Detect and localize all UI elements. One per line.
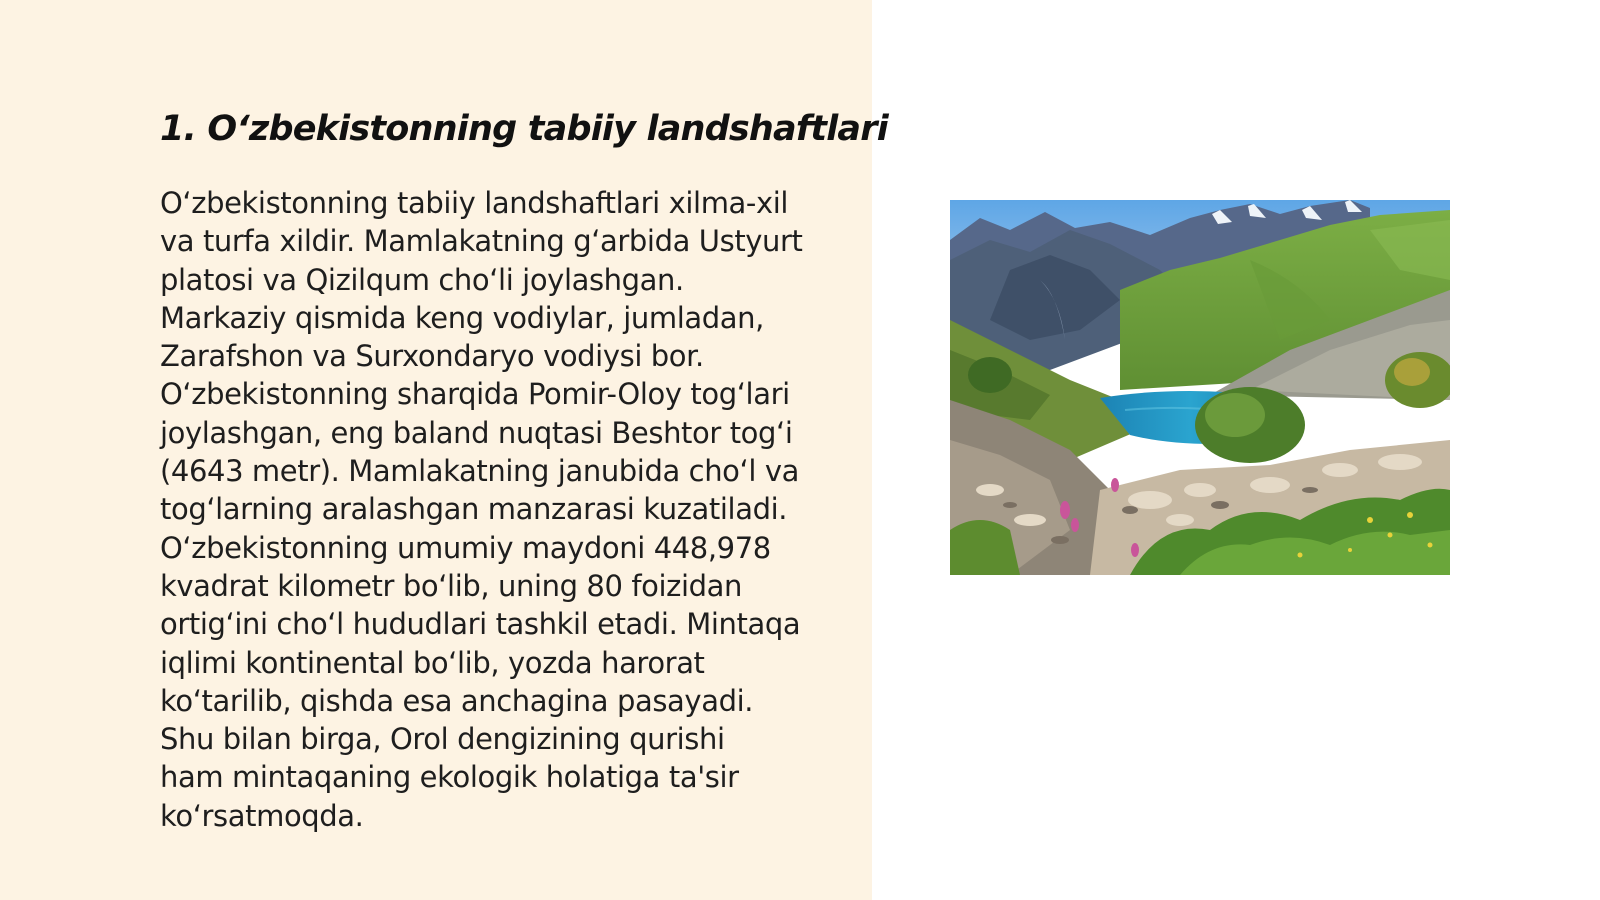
body-line: iqlimi kontinental bo‘lib, yozda harorat bbox=[160, 645, 705, 680]
body-line: O‘zbekistonning sharqida Pomir-Oloy tog‘lari bbox=[160, 377, 790, 412]
body-line: platosi va Qizilqum cho‘li joylashgan. bbox=[160, 262, 684, 297]
slide-body-text bbox=[160, 184, 850, 835]
body-line: O‘zbekistonning tabiiy landshaftlari xilma-xil bbox=[160, 186, 789, 220]
body-line: Zarafshon va Surxondaryo vodiysi bor. bbox=[160, 339, 704, 374]
body-line: ham mintaqaning ekologik holatiga ta'sir bbox=[160, 760, 739, 795]
mountain-lake-photo bbox=[950, 200, 1450, 575]
body-line: kvadrat kilometr bo‘lib, uning 80 foizidan bbox=[160, 568, 742, 603]
body-line: joylashgan, eng baland nuqtasi Beshtor tog‘i bbox=[160, 415, 793, 450]
body-line: ko‘tarilib, qishda esa anchagina pasayadi. bbox=[160, 683, 754, 718]
body-line: tog‘larning aralashgan manzarasi kuzatiladi. bbox=[160, 492, 788, 527]
body-line: O‘zbekistonning umumiy maydoni 448,978 bbox=[160, 530, 771, 565]
body-line: Markaziy qismida keng vodiylar, jumladan, bbox=[160, 300, 764, 335]
body-line: va turfa xildir. Mamlakatning g‘arbida Ustyurt bbox=[160, 224, 803, 259]
body-line: ortig‘ini cho‘l hududlari tashkil etadi. Mintaqa bbox=[160, 607, 801, 642]
body-line: Shu bilan birga, Orol dengizining qurishi bbox=[160, 722, 725, 757]
slide-title: 1. O‘zbekistonning tabiiy landshaftlari bbox=[160, 109, 888, 149]
body-line: (4643 metr). Mamlakatning janubida cho‘l va bbox=[160, 454, 799, 489]
body-line: ko‘rsatmoqda. bbox=[160, 798, 364, 833]
